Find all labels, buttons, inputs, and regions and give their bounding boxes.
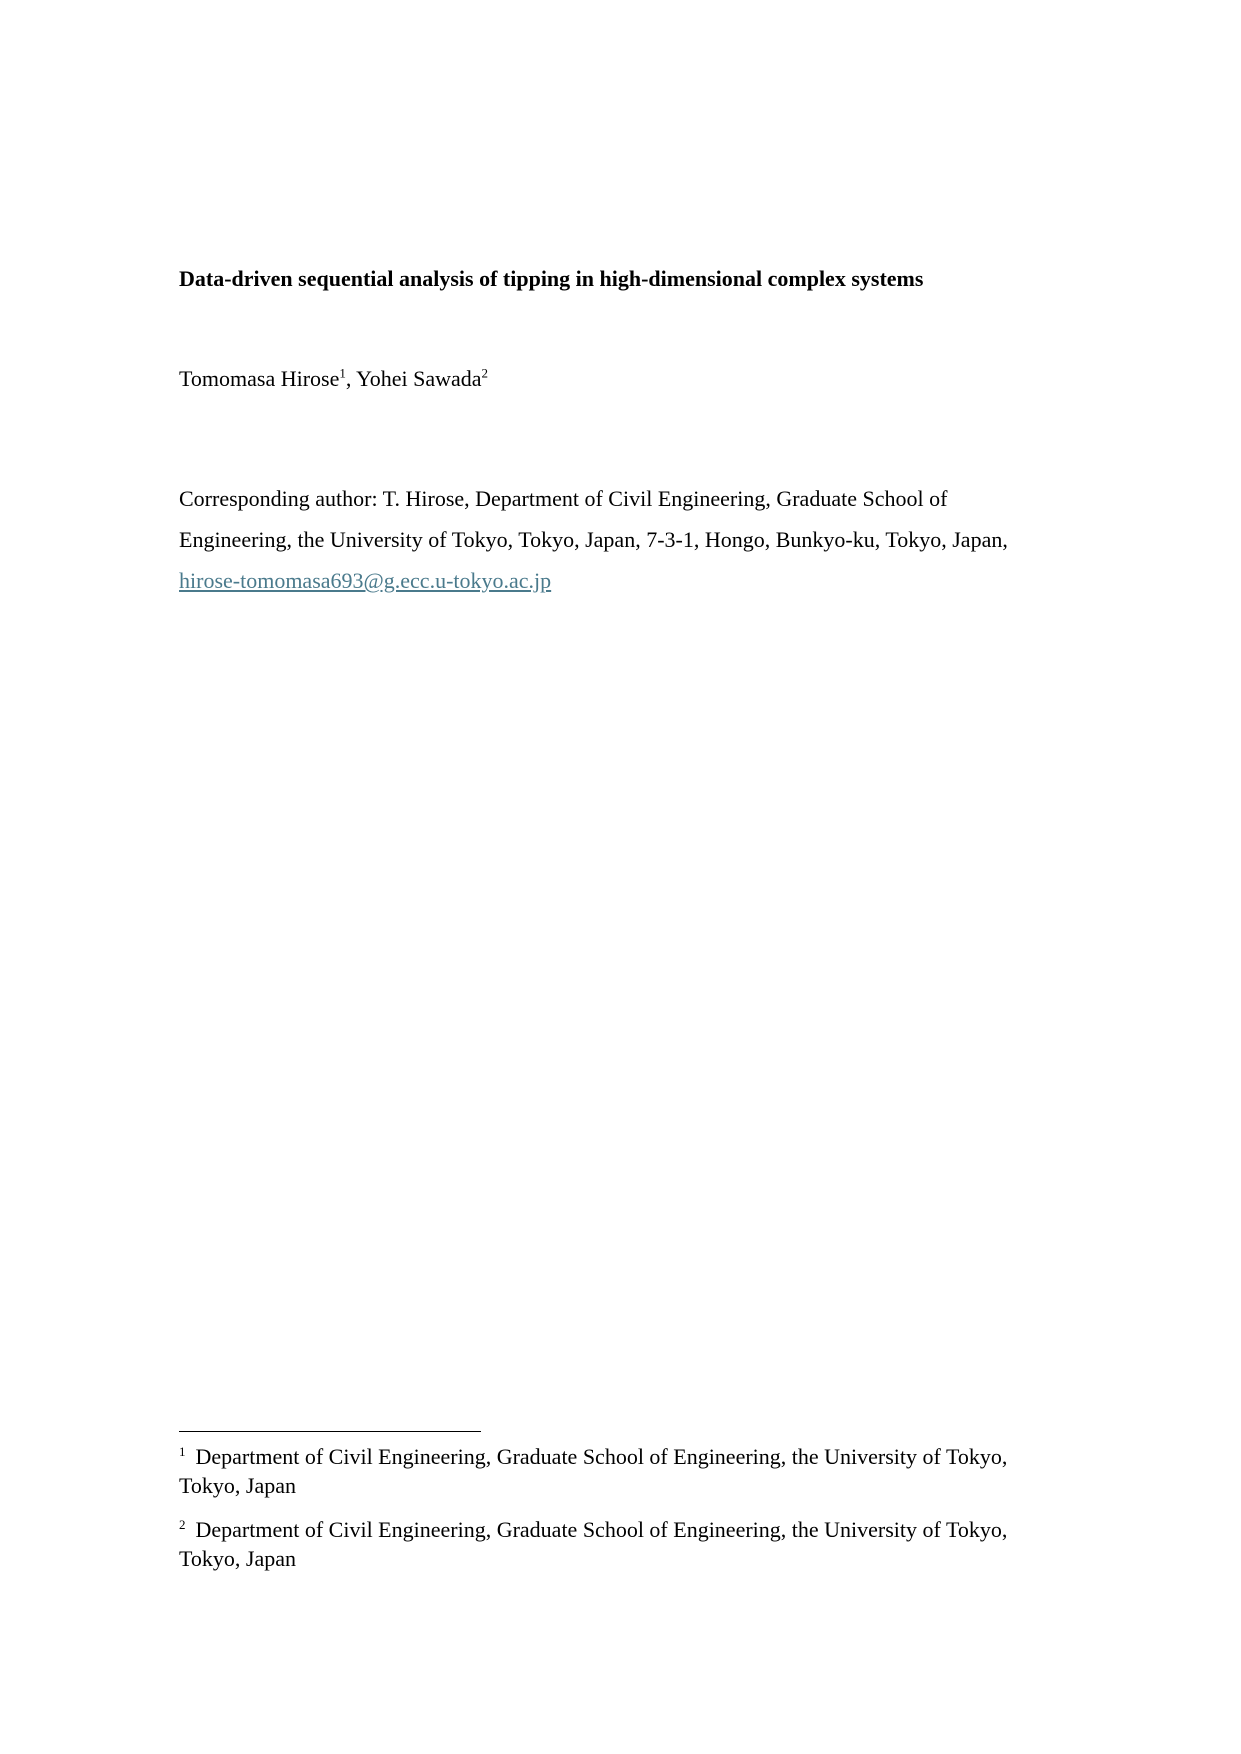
footnote-mark: 2 — [179, 1516, 186, 1532]
footnote — [179, 1442, 1059, 1500]
corresponding-author-block — [179, 478, 1059, 601]
author-separator: , — [345, 366, 357, 391]
footnote — [179, 1515, 1059, 1573]
affiliation-mark: 1 — [339, 365, 346, 381]
footnote-mark: 1 — [179, 1443, 186, 1459]
footnote-text: Tokyo, Japan — [179, 1546, 296, 1571]
affiliation-mark: 2 — [481, 365, 489, 381]
author-name: Yohei Sawada — [356, 366, 482, 391]
footnote-text: Tokyo, Japan — [179, 1473, 296, 1498]
paper-title: Data-driven sequential analysis of tipping in high-dimensional complex systems — [179, 266, 924, 291]
corresponding-author-line: Corresponding author: T. Hirose, Department of Civil Engineering, Graduate School of — [179, 486, 948, 511]
footnote-text: Department of Civil Engineering, Graduate School of Engineering, the University of Tokyo, — [195, 1517, 1008, 1542]
author-name: Tomomasa Hirose — [179, 366, 340, 391]
footnote-text: Department of Civil Engineering, Graduate School of Engineering, the University of Tokyo, — [195, 1444, 1008, 1469]
footnote-divider — [179, 1431, 481, 1432]
corresponding-author-line: Engineering, the University of Tokyo, Tokyo, Japan, 7-3-1, Hongo, Bunkyo-ku, Tokyo, Japan, — [179, 527, 1008, 552]
author-list — [179, 366, 488, 392]
email-link[interactable]: hirose-tomomasa693@g.ecc.u-tokyo.ac.jp — [179, 568, 552, 593]
